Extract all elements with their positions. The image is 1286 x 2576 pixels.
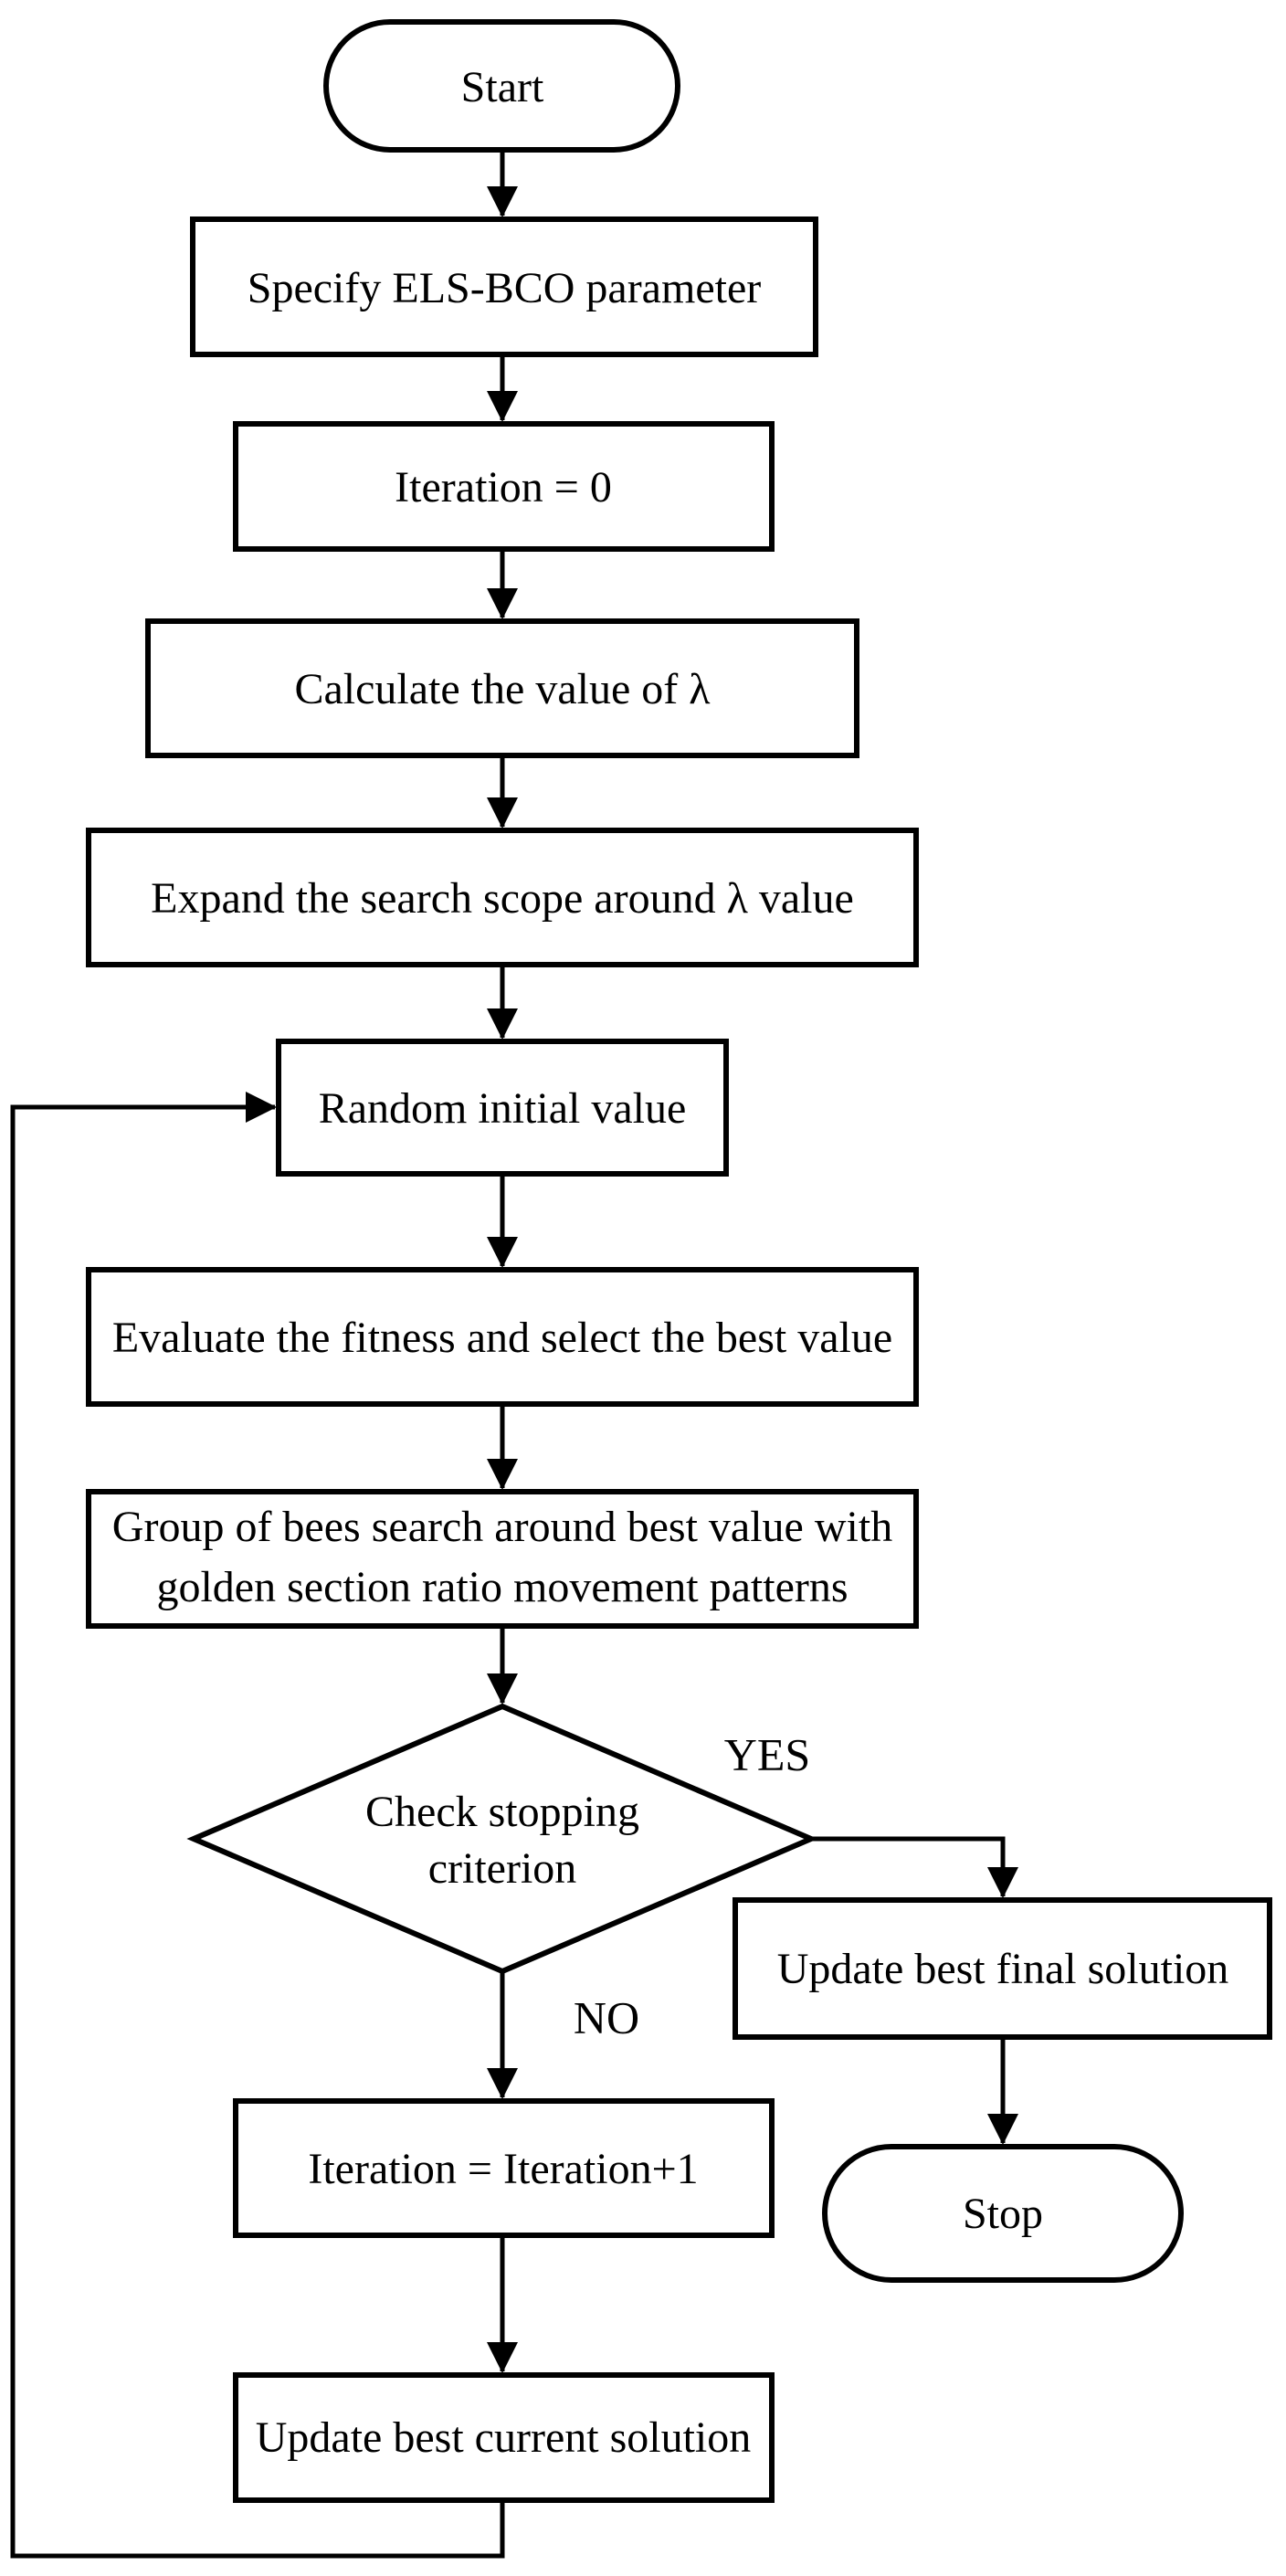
node-iteration-zero	[236, 424, 772, 549]
iteration-increment-label: Iteration = Iteration+1	[308, 2145, 699, 2194]
group-search-label-line2: golden section ratio movement patterns	[156, 1563, 849, 1612]
arrow-yes-decision-to-update-final	[811, 1839, 1003, 1896]
random-initial-label: Random initial value	[318, 1084, 687, 1134]
node-iteration-increment	[236, 2101, 772, 2235]
group-search-label-line1: Group of bees search around best value with	[111, 1503, 893, 1552]
iteration-zero-label: Iteration = 0	[395, 463, 612, 512]
stop-label: Stop	[962, 2190, 1044, 2239]
node-evaluate-fitness	[89, 1270, 916, 1404]
node-stop	[825, 2147, 1181, 2280]
calculate-lambda-label: Calculate the value of λ	[294, 665, 711, 714]
node-update-current	[236, 2375, 772, 2500]
node-start	[326, 22, 678, 150]
node-group-search	[89, 1492, 916, 1626]
node-expand-scope	[89, 830, 916, 965]
node-calculate-lambda	[148, 621, 857, 755]
edge-label-yes: YES	[723, 1728, 811, 1780]
update-current-label: Update best current solution	[255, 2413, 752, 2463]
specify-parameter-label: Specify ELS-BCO parameter	[247, 264, 762, 313]
edge-label-no: NO	[573, 1991, 640, 2043]
node-random-initial	[279, 1041, 726, 1174]
node-update-final	[735, 1900, 1270, 2037]
check-stopping-label-line1: Check stopping	[365, 1788, 639, 1837]
node-specify-parameter	[193, 219, 816, 354]
check-stopping-label-line2: criterion	[427, 1844, 577, 1894]
update-final-label: Update best final solution	[776, 1945, 1229, 1994]
expand-scope-label: Expand the search scope around λ value	[151, 874, 854, 924]
start-label: Start	[460, 63, 544, 112]
evaluate-fitness-label: Evaluate the fitness and select the best value	[111, 1314, 893, 1363]
check-stopping-diamond-shape	[194, 1706, 811, 1971]
node-check-stopping-decision	[194, 1706, 811, 1971]
